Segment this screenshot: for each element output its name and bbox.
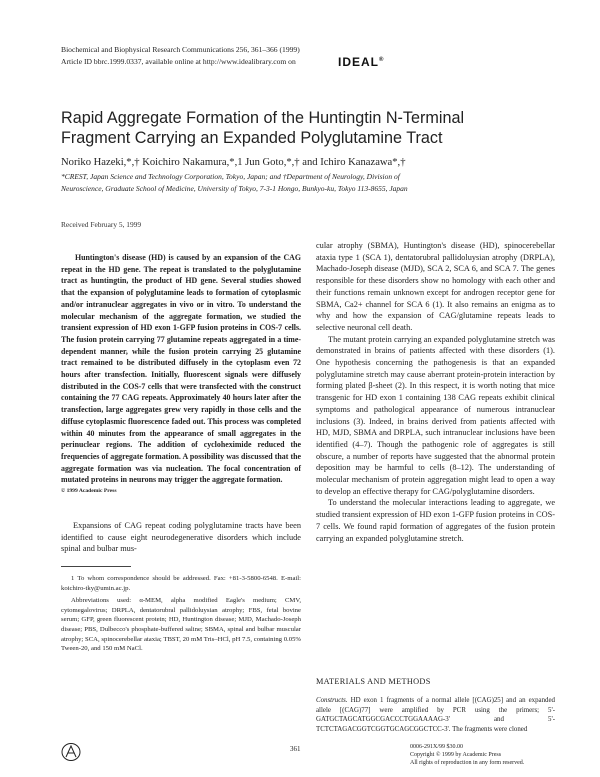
footnotes [61,574,301,657]
right-column [316,240,555,544]
affiliation-line-2: Neuroscience, Graduate School of Medicine, University of Tokyo, 7-3-1 Hongo, Bunkyo-ku, Tokyo 113-8655, Japan [61,184,408,193]
ideal-logo-text: IDEAL [338,55,379,69]
publisher-copyright: Copyright © 1999 by Academic Press [410,752,502,758]
author-list: Noriko Hazeki,*,† Koichiro Nakamura,*,1 Jun Goto,*,† and Ichiro Kanazawa*,† [61,157,406,168]
affiliations [61,171,541,195]
right-paragraph-3: To understand the molecular interactions leading to aggregate, we studied transient expression of HD exon 1-GFP fusion proteins in COS-7 cells. We found rapid formation of aggregates of the fusion protein carrying an expanded polyglutamine stretch. [316,498,555,543]
journal-citation: Biochemical and Biophysical Research Communications 256, 361–366 (1999) [61,45,300,54]
rights-reserved: All rights of reproduction in any form reserved. [410,760,525,766]
footnote-rule [61,566,131,567]
methods-lead: Constructs. [316,697,348,704]
received-date: Received February 5, 1999 [61,220,142,229]
ideal-logo-mark: ® [379,57,385,63]
right-paragraph-2: The mutant protein carrying an expanded polyglutamine stretch was demonstrated in brains of patients affected with these disorders (1). One hypothesis concerning the pathogenesis is that an expanded polyglutamine stretch may cause aberrant protein-protein interaction by forming plated β-sheet (2). In this respect, it is worth noting that mice transgenic for HD exon 1 containing 138 CAG repeats exhibit clinical symptoms and pathological appearance of numerous intranuclear inclusions (3). Indeed, in brains derived from patients affected with HD, MJD, SBMA and DRPLA, such intranuclear inclusions have been identified (4–7). Though the pathogenic role of aggregates is still obscure, a number of reports have suggested that the abnormal protein deposition may be harmful to cells (8–12). The understanding of molecular mechanism of protein aggregation might lead to open a way to develop an effective therapy for CAG/polyglutamine disorders. [316,334,555,496]
title-line-2: Fragment Carrying an Expanded Polyglutamine Tract [61,129,443,147]
title-line-1: Rapid Aggregate Formation of the Huntingtin N-Terminal [61,109,465,127]
affiliation-line-1: *CREST, Japan Science and Technology Corporation, Tokyo, Japan; and †Department of Neurology, Division of [61,172,400,181]
issn: 0006-291X/99 $30.00 [410,744,463,750]
intro-text: Expansions of CAG repeat coding polyglutamine tracts have been identified to cause eight neurodegenerative disorders which include spinal and bulbar mus- [61,521,301,554]
footnote-abbreviations: Abbreviations used: α-MEM, alpha modified Eagle's medium; CMV, cytomegalovirus; DRPLA, dentatorubral pallidoluysian atrophy; FBS, fetal bovine serum; GFP, green fluorescent protein; HD, Huntington disease; MJD, Machado-Joseph disease; PBS, Dulbecco's phosphate-buffered saline; SBMA, spinal and bulbar muscular atrophy; SCA, spinocerebellar ataxia; TBST, 20 mM Tris–HCl, pH 7.5, containing 0.05% Tween-20, and 150 mM NaCl. [61,597,301,653]
page-number: 361 [290,745,301,753]
publisher-info [410,743,524,767]
footnote-correspondence: 1 To whom correspondence should be addressed. Fax: +81-3-5800-6548. E-mail: koichiro-tky@umin.ac.jp. [61,575,301,592]
ideal-logo [338,55,384,69]
section-heading: MATERIALS AND METHODS [316,677,431,686]
academic-press-logo-icon [60,742,82,762]
journal-header [61,44,300,68]
abstract-copyright: © 1999 Academic Press [61,488,117,495]
article-id-line: Article ID bbrc.1999.0337, available online at http://www.idealibrary.com on [61,57,296,66]
abstract-text: Huntington's disease (HD) is caused by an expansion of the CAG repeat in the HD gene. The repeat is translated to the polyglutamine tract as huntingtin, the product of HD gene. Several studies showed that the expansion of polyglutamine leads to formation of cytoplasmic and/or intranuclear aggregates in vivo or in vitro. To understand the molecular mechanism of the aggregate formation, we studied the transient expression of HD exon 1-GFP fusion proteins in COS-7 cells. The fusion protein carrying 77 glutamine repeats aggregated in a time-dependent manner, while the fusion protein carrying 25 glutamine tract remained to be distributed diffusely in the cytoplasm even 72 hours after transfection. Initially, fluorescent signals were diffusely distributed in the COS-7 cells that were transfected with the construct containing the 77 CAG repeats. Approximately 40 hours later after the transfection, large aggregates grew very rapidly in those cells and the diffuse cytoplasmic fluorescence faded out. This process was completed within 40 minutes from the appearance of small aggregates in the perinuclear regions. The addition of cycloheximide reduced the frequencies of aggregate formation. A possibility was discussed that the aggregate formation was via nucleation. The focal concentration of mutated proteins in neurons may trigger the aggregate formation. [61,253,301,485]
abstract [61,252,301,498]
methods-text: HD exon 1 fragments of a normal allele [(CAG)25] and an expanded allele [(CAG)77] were amplified by PCR using the primers; 5'-GATGCTAGCATGGCGACCCTGGAAAAG-3' and 5'-TCTCTAGACGGTCGGTGCAGCGGCTCC-3'. The fragments were cloned [316,697,555,733]
intro-paragraph [61,520,301,555]
methods-paragraph [316,696,555,734]
paper-title [61,108,531,148]
right-paragraph-1: cular atrophy (SBMA), Huntington's disease (HD), spinocerebellar ataxia type 1 (SCA 1), dentatorubral pallidoluysian atrophy (DRPLA), Machado-Joseph disease (MJD), SCA 2, SCA 6, and SCA 7. The genes responsible for these disorders show no homology with each other and their functions remain unknown except for androgen receptor gene for SBMA, Ca2+ channel for SCA 6 (1). It also remains an enigma as to why and how the expansion of CAG/glutamine repeats leads to selective neuronal cell death. [316,241,555,332]
